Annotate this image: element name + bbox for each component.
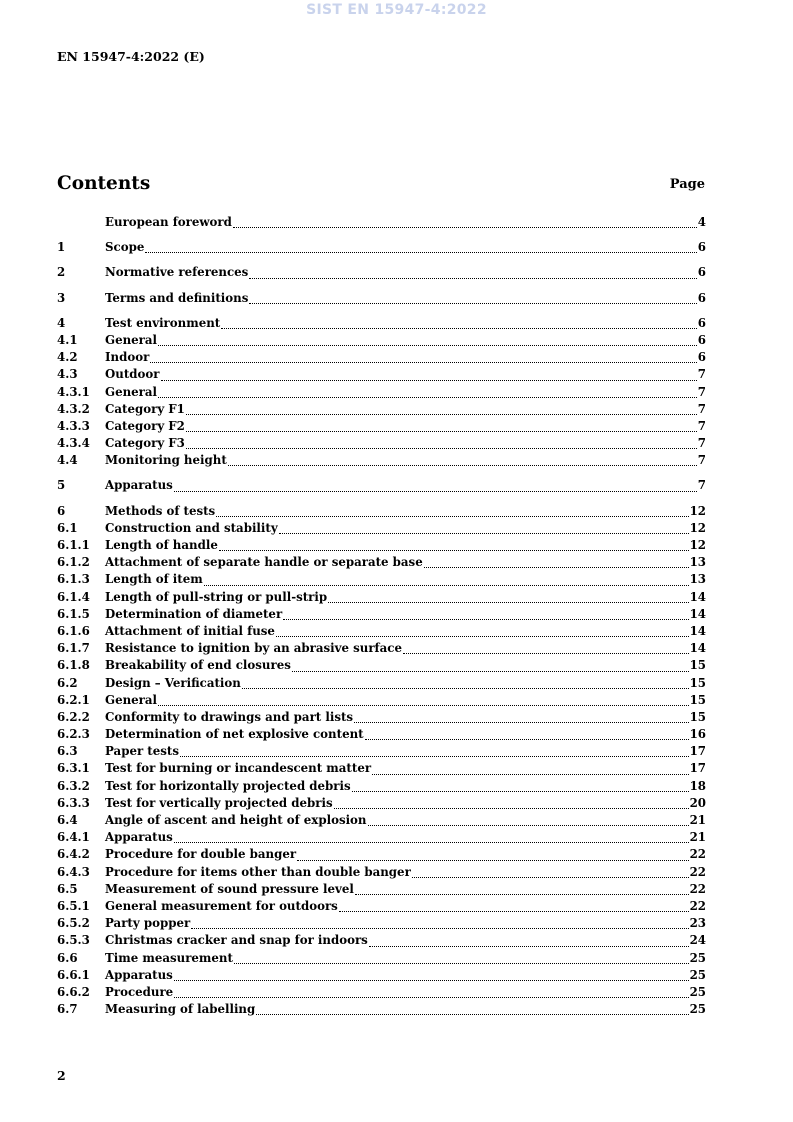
toc-entry-number: 6.3.2 — [57, 778, 90, 793]
toc-entry-title: Attachment of separate handle or separate base — [105, 555, 423, 570]
toc-entry-page: 21 — [689, 813, 706, 827]
toc-dot-leader — [249, 278, 696, 279]
toc-entry[interactable] — [57, 291, 706, 308]
toc-entry-page: 22 — [689, 881, 706, 896]
watermark: SIST EN 15947-4:2022 — [306, 2, 487, 18]
toc-dot-leader — [174, 980, 689, 981]
toc-entry-title: Determination of net explosive content — [105, 727, 364, 742]
toc-entry-number: 6.6 — [57, 950, 78, 965]
toc-dot-leader — [158, 705, 689, 706]
toc-dot-leader — [219, 550, 689, 551]
toc-entry[interactable] — [57, 968, 706, 985]
toc-entry[interactable] — [57, 316, 706, 333]
toc-entry-title: Apparatus — [105, 830, 173, 845]
toc-entry-number: 6.3.3 — [57, 795, 90, 810]
toc-entry-page: 25 — [689, 950, 706, 965]
toc-entry[interactable] — [57, 478, 706, 495]
toc-dot-leader — [216, 516, 688, 517]
table-of-contents — [57, 215, 706, 1019]
toc-entry-title: Determination of diameter — [105, 606, 283, 621]
toc-entry[interactable] — [57, 830, 706, 847]
toc-entry-title: European foreword — [105, 215, 232, 229]
toc-entry-number: 6.3 — [57, 744, 78, 759]
toc-entry-title: Terms and definitions — [105, 290, 249, 305]
toc-entry[interactable] — [57, 350, 706, 367]
toc-entry-page: 6 — [697, 332, 706, 347]
toc-dot-leader — [297, 860, 689, 861]
toc-entry-number: 6.2.1 — [57, 692, 90, 707]
toc-entry-number: 6.5.2 — [57, 916, 90, 931]
toc-entry-page: 14 — [689, 623, 706, 638]
toc-entry-number: 6.5.3 — [57, 933, 90, 948]
toc-entry-number: 6.4 — [57, 813, 78, 827]
toc-entry-page: 15 — [689, 692, 706, 707]
toc-entry-title: Breakability of end closures — [105, 658, 291, 673]
toc-entry-title: Length of item — [105, 572, 203, 587]
toc-entry-title: Monitoring height — [105, 453, 227, 468]
toc-entry-number: 4.3.1 — [57, 384, 90, 399]
toc-entry-title: Angle of ascent and height of explosion — [105, 813, 367, 827]
toc-entry-title: Conformity to drawings and part lists — [105, 709, 354, 724]
toc-entry-title: Length of pull-string or pull-strip — [105, 589, 328, 604]
toc-dot-leader — [368, 825, 689, 826]
toc-entry-title: Time measurement — [105, 950, 233, 965]
toc-entry-title: Test for vertically projected debris — [105, 795, 333, 810]
toc-entry-title: Outdoor — [105, 367, 160, 382]
toc-entry-title: Christmas cracker and snap for indoors — [105, 933, 368, 948]
toc-entry-number: 6.1.5 — [57, 606, 90, 621]
toc-entry-page: 21 — [689, 830, 706, 845]
toc-entry[interactable] — [57, 727, 706, 744]
toc-entry[interactable] — [57, 333, 706, 350]
toc-dot-leader — [150, 362, 696, 363]
toc-entry-number: 6.1.3 — [57, 572, 90, 587]
toc-entry-title: Length of handle — [105, 538, 218, 552]
toc-entry-number: 6.5 — [57, 881, 78, 896]
toc-entry[interactable] — [57, 402, 706, 419]
toc-entry-title: Test for burning or incandescent matter — [105, 761, 372, 776]
toc-entry-title: Indoor — [105, 350, 150, 365]
toc-entry[interactable] — [57, 521, 706, 538]
toc-entry-title: Procedure for double banger — [105, 847, 297, 862]
toc-entry-page: 17 — [689, 744, 706, 759]
toc-dot-leader — [145, 252, 696, 253]
toc-entry-page: 22 — [689, 864, 706, 879]
toc-entry-number: 1 — [57, 240, 66, 255]
toc-entry-title: General — [105, 332, 158, 347]
toc-entry-page: 17 — [689, 761, 706, 776]
toc-dot-leader — [174, 997, 688, 998]
toc-dot-leader — [228, 465, 697, 466]
toc-entry[interactable] — [57, 865, 706, 882]
toc-entry-number: 4.3.3 — [57, 418, 90, 433]
page-column-header: Page — [669, 177, 705, 192]
toc-dot-leader — [339, 911, 689, 912]
toc-entry-title: Procedure — [105, 984, 174, 999]
toc-entry-number: 6.3.1 — [57, 761, 90, 776]
toc-entry-title: Apparatus — [105, 478, 173, 493]
toc-entry-number: 6.2.2 — [57, 709, 90, 724]
toc-entry-page: 25 — [689, 984, 706, 999]
toc-entry[interactable] — [57, 453, 706, 470]
toc-entry-title: General measurement for outdoors — [105, 898, 338, 913]
toc-entry-number: 6.6.1 — [57, 967, 90, 982]
toc-entry[interactable] — [57, 265, 706, 282]
toc-dot-leader — [403, 653, 689, 654]
toc-entry[interactable] — [57, 419, 706, 436]
toc-dot-leader — [352, 791, 689, 792]
toc-dot-leader — [283, 619, 688, 620]
toc-entry-number: 6.1.7 — [57, 641, 90, 656]
toc-entry[interactable] — [57, 676, 706, 693]
toc-dot-leader — [334, 808, 689, 809]
toc-entry[interactable] — [57, 215, 706, 232]
toc-entry[interactable] — [57, 538, 706, 555]
toc-dot-leader — [180, 756, 689, 757]
toc-dot-leader — [292, 671, 689, 672]
toc-entry-page: 7 — [697, 478, 706, 493]
toc-entry-number: 4.3.2 — [57, 401, 90, 416]
toc-entry-title: Category F3 — [105, 436, 185, 451]
toc-dot-leader — [424, 567, 689, 568]
toc-entry[interactable] — [57, 555, 706, 572]
toc-entry-title: Methods of tests — [105, 503, 216, 518]
toc-dot-leader — [234, 963, 689, 964]
toc-entry[interactable] — [57, 744, 706, 761]
toc-entry-page: 22 — [689, 847, 706, 862]
toc-entry-number: 4.3.4 — [57, 436, 90, 451]
toc-entry-page: 7 — [697, 418, 706, 433]
toc-entry-title: Resistance to ignition by an abrasive surface — [105, 641, 402, 656]
toc-entry-page: 13 — [689, 555, 706, 570]
toc-dot-leader — [174, 491, 697, 492]
toc-entry-page: 25 — [689, 967, 706, 982]
toc-dot-leader — [276, 636, 689, 637]
toc-entry-page: 18 — [689, 778, 706, 793]
toc-entry-page: 25 — [689, 1002, 706, 1017]
toc-entry[interactable] — [57, 658, 706, 675]
toc-entry[interactable] — [57, 951, 706, 968]
toc-entry-page: 7 — [697, 401, 706, 416]
toc-entry[interactable] — [57, 504, 706, 521]
contents-title: Contents — [57, 173, 151, 194]
toc-entry-number: 6.1.4 — [57, 589, 90, 604]
toc-entry[interactable] — [57, 899, 706, 916]
toc-entry-number: 6.7 — [57, 1002, 78, 1017]
toc-entry-title: General — [105, 384, 158, 399]
toc-dot-leader — [369, 946, 689, 947]
toc-entry-number: 4 — [57, 315, 66, 330]
toc-entry[interactable] — [57, 761, 706, 778]
toc-entry[interactable] — [57, 779, 706, 796]
toc-dot-leader — [186, 448, 697, 449]
toc-entry[interactable] — [57, 240, 706, 257]
toc-dot-leader — [365, 739, 689, 740]
toc-dot-leader — [233, 227, 697, 228]
toc-dot-leader — [158, 345, 697, 346]
toc-entry-number: 6 — [57, 503, 66, 518]
toc-entry-title: Party popper — [105, 916, 191, 931]
toc-entry-page: 14 — [689, 589, 706, 604]
toc-entry[interactable] — [57, 813, 706, 830]
toc-dot-leader — [256, 1014, 688, 1015]
toc-entry-number: 3 — [57, 290, 66, 305]
toc-entry[interactable] — [57, 367, 706, 384]
toc-entry-page: 7 — [697, 384, 706, 399]
toc-dot-leader — [161, 380, 697, 381]
toc-dot-leader — [354, 722, 689, 723]
toc-entry[interactable] — [57, 590, 706, 607]
toc-entry-page: 15 — [689, 658, 706, 673]
toc-dot-leader — [242, 688, 689, 689]
toc-entry-title: Attachment of initial fuse — [105, 623, 275, 638]
toc-entry-number: 4.4 — [57, 453, 78, 468]
toc-entry[interactable] — [57, 796, 706, 813]
toc-entry-title: Procedure for items other than double banger — [105, 864, 411, 879]
toc-entry[interactable] — [57, 710, 706, 727]
toc-entry[interactable] — [57, 693, 706, 710]
toc-entry-title: Normative references — [105, 265, 249, 280]
toc-entry[interactable] — [57, 385, 706, 402]
toc-dot-leader — [279, 533, 689, 534]
toc-dot-leader — [186, 431, 697, 432]
toc-entry-page: 16 — [689, 727, 706, 742]
toc-entry-number: 4.1 — [57, 332, 78, 347]
toc-entry-page: 12 — [689, 503, 706, 518]
toc-dot-leader — [158, 397, 697, 398]
toc-entry-title: Category F2 — [105, 418, 185, 433]
toc-entry-number: 6.1.1 — [57, 538, 90, 552]
toc-entry-number: 6.2.3 — [57, 727, 90, 742]
toc-entry-number: 6.4.2 — [57, 847, 90, 862]
toc-entry-number: 6.4.1 — [57, 830, 90, 845]
toc-dot-leader — [355, 894, 689, 895]
toc-entry-page: 6 — [697, 290, 706, 305]
toc-entry-page: 24 — [689, 933, 706, 948]
toc-entry[interactable] — [57, 985, 706, 1002]
toc-entry-page: 15 — [689, 675, 706, 690]
toc-entry-number: 6.2 — [57, 675, 78, 690]
document-id: EN 15947-4:2022 (E) — [57, 49, 205, 64]
toc-dot-leader — [174, 842, 689, 843]
toc-entry-page: 6 — [697, 240, 706, 255]
toc-entry-number: 4.3 — [57, 367, 78, 382]
toc-entry-page: 15 — [689, 709, 706, 724]
toc-entry-page: 12 — [689, 538, 706, 552]
toc-entry-title: Measuring of labelling — [105, 1002, 256, 1017]
toc-entry[interactable] — [57, 607, 706, 624]
toc-entry-title: Apparatus — [105, 967, 173, 982]
toc-entry[interactable] — [57, 847, 706, 864]
toc-dot-leader — [191, 928, 688, 929]
toc-entry[interactable] — [57, 436, 706, 453]
toc-entry-title: Design – Verification — [105, 675, 241, 690]
toc-entry-page: 13 — [689, 572, 706, 587]
toc-entry-title: Test environment — [105, 315, 221, 330]
toc-entry[interactable] — [57, 1002, 706, 1019]
toc-dot-leader — [186, 414, 697, 415]
toc-dot-leader — [372, 774, 689, 775]
toc-entry-page: 6 — [697, 265, 706, 280]
toc-entry-number: 4.2 — [57, 350, 78, 365]
toc-entry[interactable] — [57, 933, 706, 950]
footer-page-number: 2 — [57, 1068, 66, 1083]
toc-entry-page: 7 — [697, 453, 706, 468]
toc-entry-title: Paper tests — [105, 744, 179, 759]
toc-entry-page: 6 — [697, 350, 706, 365]
toc-entry-number: 2 — [57, 265, 66, 280]
toc-entry[interactable] — [57, 572, 706, 589]
toc-entry-page: 22 — [689, 898, 706, 913]
toc-entry[interactable] — [57, 916, 706, 933]
toc-entry-page: 23 — [689, 916, 706, 931]
toc-entry-title: Measurement of sound pressure level — [105, 881, 354, 896]
toc-entry-page: 20 — [689, 795, 706, 810]
toc-entry-number: 6.1 — [57, 520, 78, 535]
toc-entry-title: Construction and stability — [105, 520, 278, 535]
toc-dot-leader — [249, 303, 696, 304]
toc-entry-title: Scope — [105, 240, 145, 255]
toc-entry-number: 5 — [57, 478, 66, 493]
toc-entry-page: 14 — [689, 606, 706, 621]
toc-entry-page: 12 — [689, 520, 706, 535]
toc-entry-title: General — [105, 692, 158, 707]
toc-entry-page: 7 — [697, 436, 706, 451]
toc-entry[interactable] — [57, 624, 706, 641]
toc-entry-number: 6.1.8 — [57, 658, 90, 673]
toc-dot-leader — [204, 585, 689, 586]
toc-entry[interactable] — [57, 641, 706, 658]
toc-entry-number: 6.5.1 — [57, 898, 90, 913]
toc-dot-leader — [412, 877, 689, 878]
toc-entry[interactable] — [57, 882, 706, 899]
toc-entry-number: 6.6.2 — [57, 984, 90, 999]
toc-entry-number: 6.1.2 — [57, 555, 90, 570]
toc-dot-leader — [221, 328, 697, 329]
toc-entry-page: 14 — [689, 641, 706, 656]
toc-entry-title: Category F1 — [105, 401, 185, 416]
toc-entry-page: 6 — [697, 315, 706, 330]
toc-entry-page: 4 — [697, 215, 706, 229]
toc-entry-page: 7 — [697, 367, 706, 382]
toc-entry-title: Test for horizontally projected debris — [105, 778, 351, 793]
toc-entry-number: 6.4.3 — [57, 864, 90, 879]
toc-entry-number: 6.1.6 — [57, 623, 90, 638]
toc-dot-leader — [328, 602, 688, 603]
